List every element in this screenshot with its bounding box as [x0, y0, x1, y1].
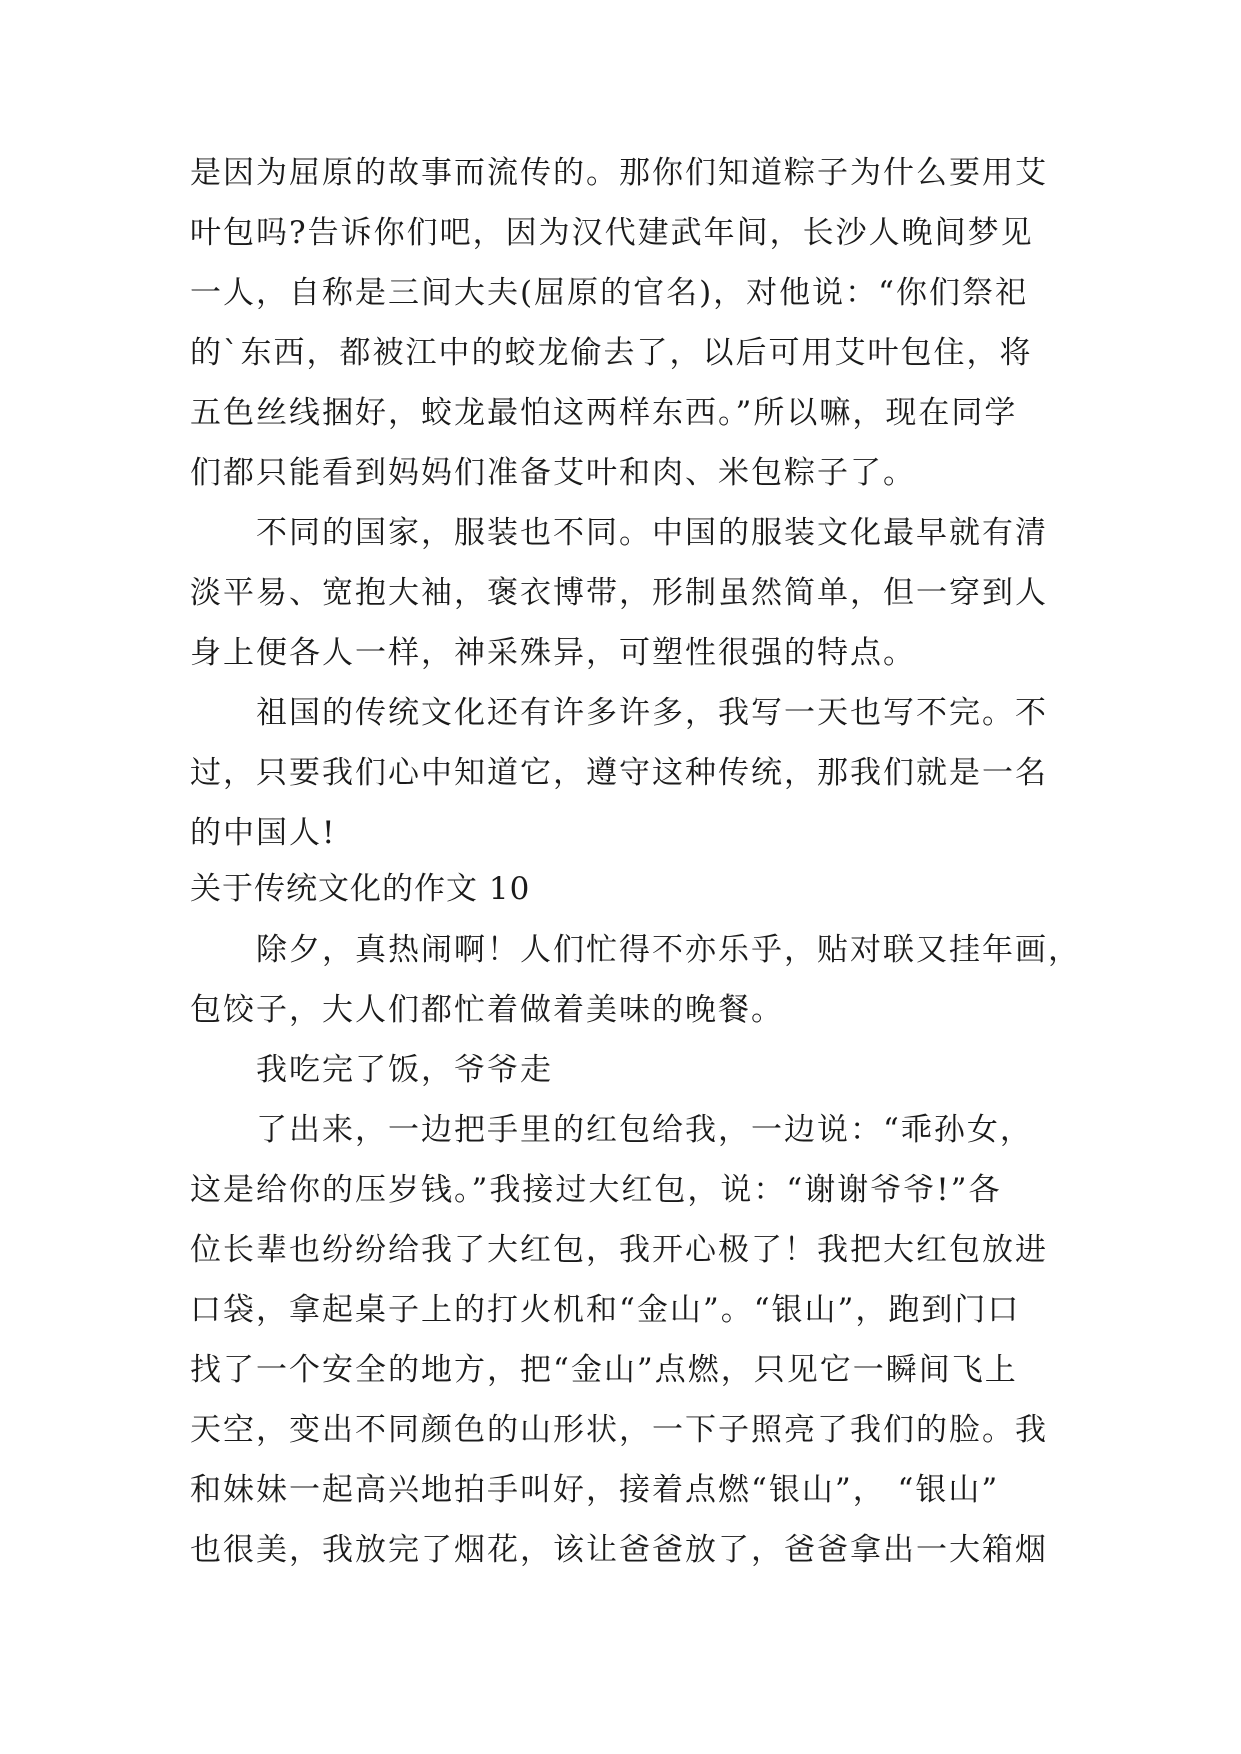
text-line: 叶包吗?告诉你们吧，因为汉代建武年间，长沙人晚间梦见: [190, 215, 1034, 251]
text-line: 是因为屈原的故事而流传的。那你们知道粽子为什么要用艾: [190, 155, 1048, 191]
text-line: 们都只能看到妈妈们准备艾叶和肉、米包粽子了。: [190, 455, 916, 491]
paragraph-first-line: 祖国的传统文化还有许多许多，我写一天也写不完。不: [256, 695, 1048, 731]
text-line: 位长辈也纷纷给我了大红包，我开心极了！我把大红包放进: [190, 1232, 1048, 1268]
paragraph-first-line: 我吃完了饭，爷爷走: [256, 1052, 553, 1088]
text-line: 天空，变出不同颜色的山形状，一下子照亮了我们的脸。我: [190, 1412, 1048, 1448]
paragraph-first-line: 了出来，一边把手里的红包给我，一边说：“乖孙女，: [256, 1112, 1033, 1148]
section-heading: 关于传统文化的作文 10: [190, 871, 531, 907]
text-line: 淡平易、宽抱大袖，褒衣博带，形制虽然简单，但一穿到人: [190, 575, 1048, 611]
text-line: 身上便各人一样，神采殊异，可塑性很强的特点。: [190, 635, 916, 671]
paragraph-first-line: 不同的国家，服装也不同。中国的服装文化最早就有清: [256, 515, 1048, 551]
text-line: 五色丝线捆好，蛟龙最怕这两样东西。”所以嘛，现在同学: [190, 395, 1018, 431]
text-line: 和妹妹一起高兴地拍手叫好，接着点燃“银山”， “银山”: [190, 1472, 1000, 1508]
text-line: 也很美，我放完了烟花，该让爸爸放了，爸爸拿出一大箱烟: [190, 1532, 1048, 1568]
text-line: 过，只要我们心中知道它，遵守这种传统，那我们就是一名: [190, 755, 1048, 791]
text-line: 找了一个安全的地方，把“金山”点燃，只见它一瞬间飞上: [190, 1352, 1018, 1388]
text-line: 的`东西，都被江中的蛟龙偷去了，以后可用艾叶包住，将: [190, 335, 1033, 371]
text-line: 一人，自称是三间大夫(屈原的官名)，对他说：“你们祭祀: [190, 275, 1029, 311]
text-line: 这是给你的压岁钱。”我接过大红包，说：“谢谢爷爷!”各: [190, 1172, 1002, 1208]
text-line: 的中国人!: [190, 815, 337, 851]
text-line: 口袋，拿起桌子上的打火机和“金山”。“银山”，跑到门口: [190, 1292, 1021, 1328]
text-line: 包饺子，大人们都忙着做着美味的晚餐。: [190, 992, 784, 1028]
paragraph-first-line: 除夕，真热闹啊！人们忙得不亦乐乎，贴对联又挂年画，: [256, 932, 1081, 968]
